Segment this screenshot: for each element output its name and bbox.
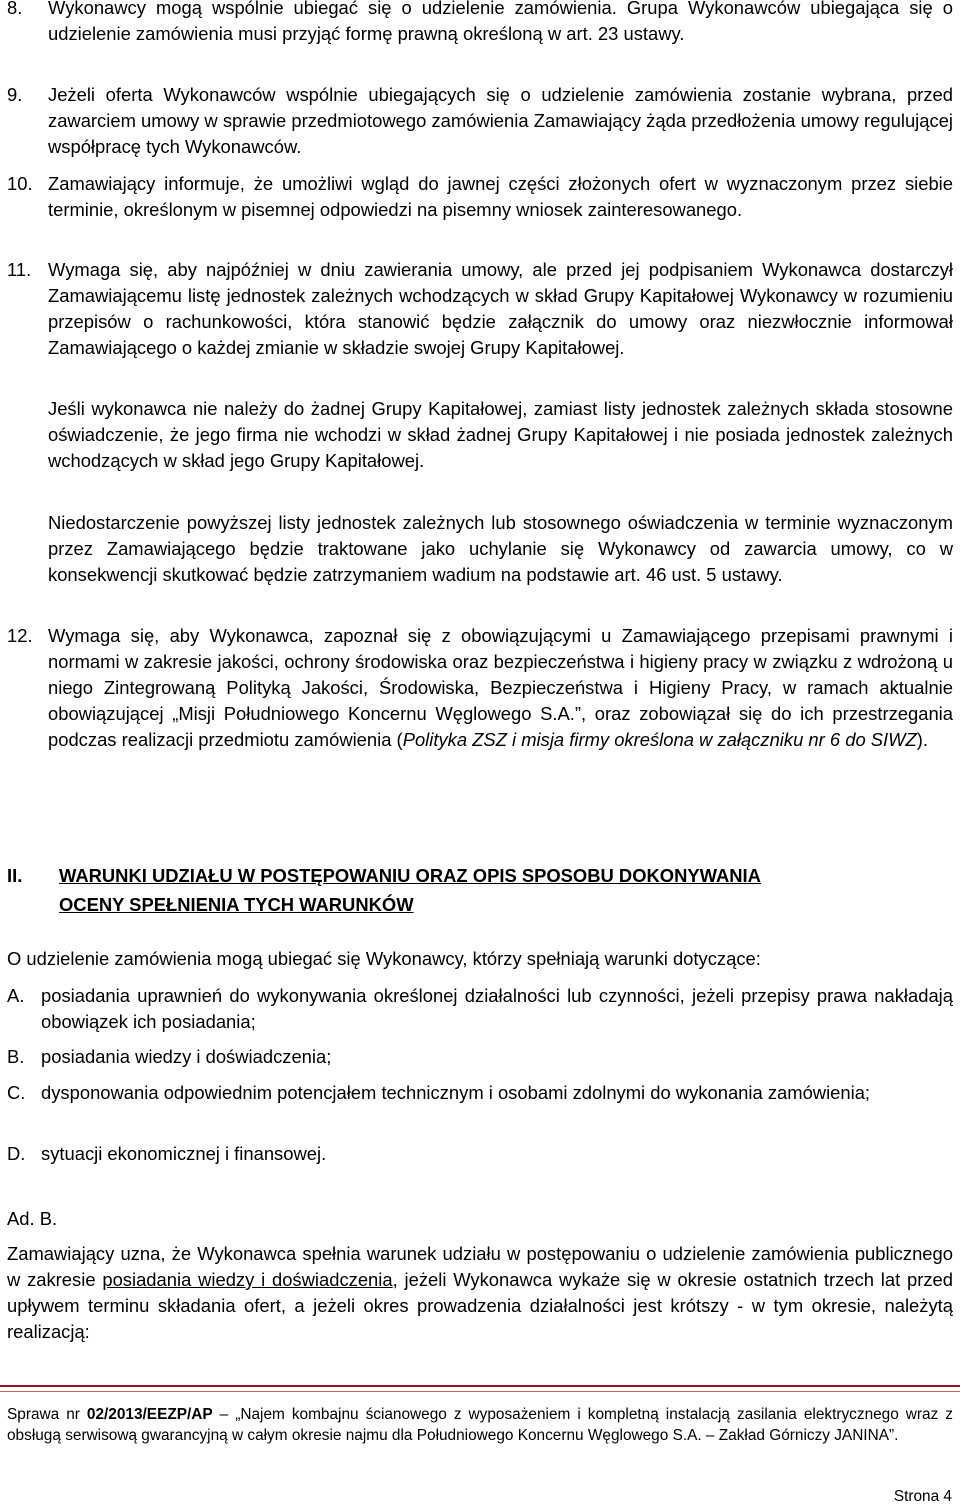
footer-case-number: 02/2013/EEZP/AP [86, 1406, 213, 1423]
section-title-line-2: OCENY SPEŁNIENIA TYCH WARUNKÓW [59, 894, 414, 915]
item-number: 9. [7, 84, 23, 105]
item-11-paragraph-3: Niedostarczenie powyższej listy jednostek zależnych lub stosownego oświadczenia w terminie wyznaczonym przez Zamawiającego będzie traktowane jako uchylanie się Wykonawcy od zawarcia umowy, co w konsekwencji skutkować będzie zatrzymaniem wadium na podstawie art. 46 ust. 5 ustawy. [48, 512, 953, 585]
footer-case-description: Sprawa nr 02/2013/EEZP/AP – „Najem kombajnu ścianowego z wyposażeniem i kompletną instalacją zasilania elektrycznego wraz z obsługą serwisową gwarancyjną w całym okresie najmu dla Południowego Koncernu Węglowego S.A. – Zakład Górniczy JANINA”. [7, 1406, 954, 1444]
item-number: 10. [7, 173, 33, 194]
item-number: 11. [7, 259, 32, 280]
footer-rule-thin [0, 1391, 960, 1392]
ad-b-label: Ad. B. [7, 1208, 58, 1229]
ad-b-text: Zamawiający uzna, że Wykonawca spełnia warunek udziału w postępowaniu o udzielenie zamówienia publicznego w zakresie posiadania wiedzy i doświadczenia, jeżeli Wykonawca wykaże się w okresie ostatnich trzech lat przed upływem terminu składania ofert, a jeżeli okres prowadzenia działalności jest krótszy - w tym okresie, należytą realizacją: [7, 1243, 953, 1342]
item-12-italic-reference: Polityka ZSZ i misja firmy określona w załączniku nr 6 do SIWZ [402, 729, 917, 750]
condition-letter: A. [7, 985, 25, 1006]
condition-d-text: sytuacji ekonomicznej i finansowej. [41, 1143, 327, 1164]
section-title-line-1: WARUNKI UDZIAŁU W POSTĘPOWANIU ORAZ OPIS SPOSOBU DOKONYWANIA [59, 865, 761, 886]
ad-b-underlined-phrase: posiadania wiedzy i doświadczenia [102, 1269, 393, 1290]
page-number: Strona 4 [893, 1488, 952, 1505]
item-8-text: Wykonawcy mogą wspólnie ubiegać się o udzielenie zamówienia. Grupa Wykonawców ubiegająca się o udzielenie zamówienia musi przyjąć formę prawną określoną w art. 23 ustawy. [48, 0, 953, 44]
section-number: II. [7, 865, 23, 886]
condition-letter: B. [7, 1046, 25, 1067]
condition-letter: C. [7, 1082, 26, 1103]
conditions-intro: O udzielenie zamówienia mogą ubiegać się Wykonawcy, którzy spełniają warunki dotyczące: [7, 948, 761, 969]
item-number: 12. [7, 625, 33, 646]
footer-rule [0, 1385, 960, 1387]
condition-b-text: posiadania wiedzy i doświadczenia; [41, 1046, 332, 1067]
condition-letter: D. [7, 1143, 26, 1164]
item-number: 8. [7, 0, 23, 18]
item-9-text: Jeżeli oferta Wykonawców wspólnie ubiegających się o udzielenie zamówienia zostanie wybrana, przed zawarciem umowy w sprawie przedmiotowego zamówienia Zamawiający żąda przedłożenia umowy regulującej współpracę tych Wykonawców. [48, 84, 953, 157]
section-title [59, 861, 953, 919]
item-11-text: Wymaga się, aby najpóźniej w dniu zawierania umowy, ale przed jej podpisaniem Wykonawca dostarczył Zamawiającemu listę jednostek zależnych wchodzących w skład Grupy Kapitałowej Wykonawcy w rozumieniu przepisów o rachunkowości, która stanowić będzie załącznik do umowy oraz niezwłocznie informował Zamawiającego o każdej zmianie w składzie swojej Grupy Kapitałowej. [48, 259, 953, 358]
condition-c-text: dysponowania odpowiednim potencjałem technicznym i osobami zdolnymi do wykonania zamówienia; [41, 1082, 871, 1103]
item-12-text: Wymaga się, aby Wykonawca, zapoznał się z obowiązującymi u Zamawiającego przepisami prawnymi i normami w zakresie jakości, ochrony środowiska oraz bezpieczeństwa i higieny pracy w związku z wdrożoną u niego Zintegrowaną Polityką Jakości, Środowiska, Bezpieczeństwa i Higieny Pracy, w ramach aktualnie obowiązującej „Misji Południowego Koncernu Węglowego S.A.”, oraz zobowiązał się do ich przestrzegania podczas realizacji przedmiotu zamówienia (Polityka ZSZ i misja firmy określona w załączniku nr 6 do SIWZ). [48, 625, 953, 750]
item-11-paragraph-2: Jeśli wykonawca nie należy do żadnej Grupy Kapitałowej, zamiast listy jednostek zależnych składa stosowne oświadczenie, że jego firma nie wchodzi w skład żadnej Grupy Kapitałowej i nie posiada jednostek zależnych wchodzących w skład jego Grupy Kapitałowej. [48, 398, 953, 471]
condition-a-text: posiadania uprawnień do wykonywania określonej działalności lub czynności, jeżeli przepisy prawa nakładają obowiązek ich posiadania; [41, 985, 953, 1032]
item-10-text: Zamawiający informuje, że umożliwi wgląd do jawnej części złożonych ofert w wyznaczonym przez siebie terminie, określonym w pisemnej odpowiedzi na pisemny wniosek zainteresowanego. [48, 173, 953, 220]
